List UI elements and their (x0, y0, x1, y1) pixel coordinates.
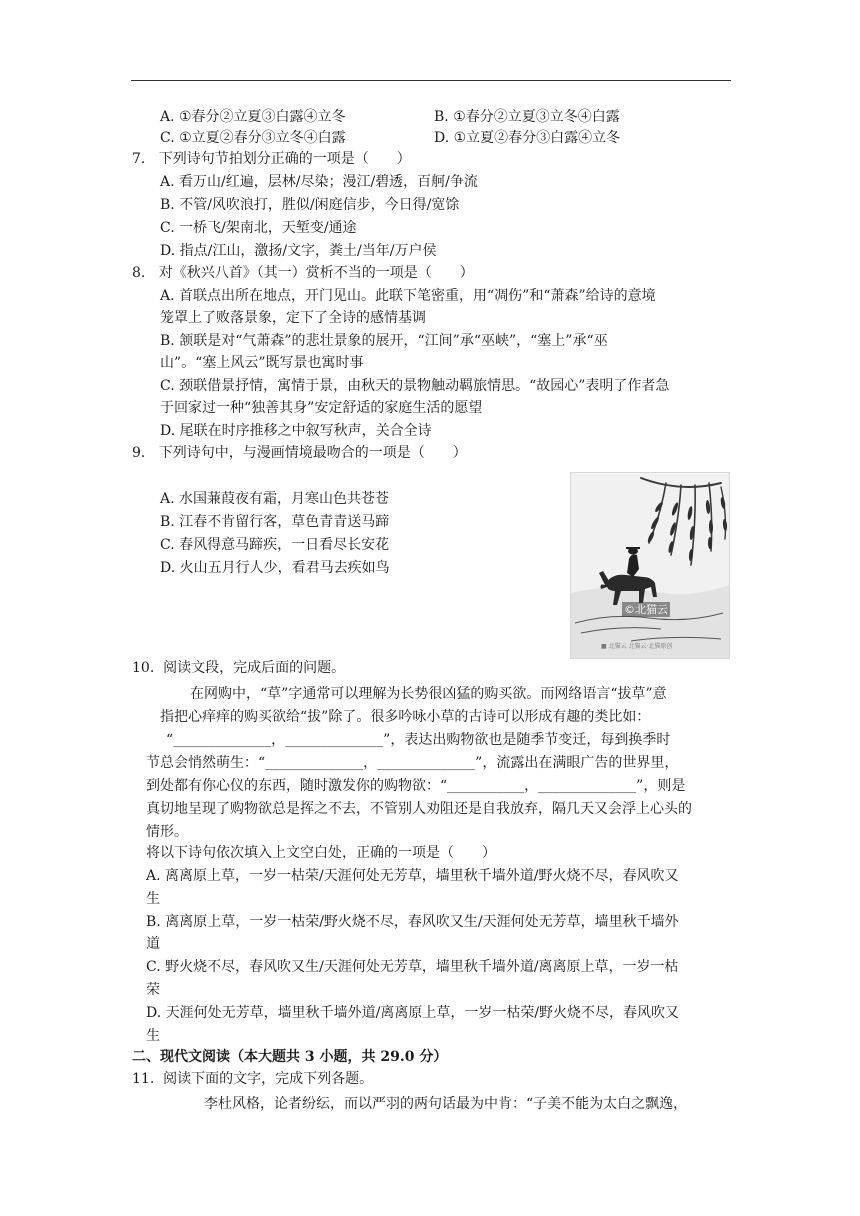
q8-option-a: A. 首联点出所在地点，开门见山。此联下笔密重，用“凋伤”和“萧森”给诗的意境 (160, 288, 656, 304)
q10-passage-line: 到处都有你心仪的东西，随时激发你的购物欲：“___________，______________”，则是 (146, 778, 686, 794)
q10-passage-line: 情形。 (146, 824, 188, 840)
section-heading: 二、现代文阅读（本大题共 3 小题，共 29.0 分） (132, 1049, 448, 1065)
q8-option-a-cont: 笼罩上了败落景象，定下了全诗的感情基调 (160, 310, 426, 326)
q8-option-c-cont: 于回家过一种“独善其身”安定舒适的家庭生活的愿望 (160, 400, 483, 416)
q10-option-b-cont: 道 (146, 936, 160, 952)
q9-option-d: D. 火山五月行人少，看君马去疾如鸟 (160, 560, 390, 576)
q8-stem: 8. 对《秋兴八首》（其一）赏析不当的一项是（ ） (132, 265, 474, 281)
q6-option-a: A. ①春分②立夏③白露④立冬 (160, 109, 346, 125)
q10-option-d-cont: 生 (146, 1028, 160, 1044)
q8-option-b: B. 颔联是对“气萧森”的悲壮景象的展开，“江间”承“巫峡”，“塞上”承“巫 (160, 333, 608, 349)
q8-option-b-cont: 山”。“塞上风云”既写景也寓时事 (160, 355, 364, 371)
q6-option-b: B. ①春分②立夏③立冬④白露 (434, 109, 620, 125)
q11-passage-line: 李杜风格，论者纷纭，而以严羽的两句话最为中肯：“子美不能为太白之飘逸， (204, 1096, 688, 1112)
q7-option-d: D. 指点/江山，激扬/文字，粪土/当年/万户侯 (160, 243, 437, 259)
q10-option-b: B. 离离原上草，一岁一枯荣/野火烧不尽，春风吹又生/天涯何处无芳草，墙里秋千墙外 (146, 914, 679, 930)
q10-option-a-cont: 生 (146, 891, 160, 907)
q10-passage-line: 节总会悄然萌生：“______________，______________”，流露出在满眼广告的世界里， (146, 755, 679, 771)
q10-passage-line: 真切地呈现了购物欲总是挥之不去，不管别人劝阻还是自我放弃，隔几天又会浮上心头的 (146, 801, 692, 817)
q8-option-c: C. 颈联借景抒情，寓情于景，由秋天的景物触动羁旅情思。“故园心”表明了作者急 (160, 378, 670, 394)
q7-option-a: A. 看万山/红遍，层林/尽染；漫江/碧透，百舸/争流 (160, 174, 478, 190)
header-rule (131, 80, 731, 81)
q10-stem: 10. 阅读文段，完成后面的问题。 (132, 660, 346, 676)
q10-option-a: A. 离离原上草，一岁一枯荣/天涯何处无芳草，墙里秋千墙外道/野火烧不尽，春风吹又 (146, 868, 679, 884)
q10-passage-line: 在网购中，“草”字通常可以理解为长势很凶猛的购买欲。而网络语言“拔草”意 (190, 686, 667, 702)
q9-option-c: C. 春风得意马蹄疾，一日看尽长安花 (160, 537, 390, 553)
q10-option-c-cont: 荣 (146, 982, 160, 998)
q10-question: 将以下诗句依次填入上文空白处，正确的一项是（ ） (146, 845, 496, 861)
q6-option-d: D. ①立夏②春分③白露④立冬 (434, 130, 621, 146)
image-credit: ■ 北猫云 北猫云·北猫原创 (601, 643, 673, 650)
q11-stem: 11. 阅读下面的文字，完成下列各题。 (132, 1071, 374, 1087)
cartoon-illustration (570, 472, 730, 659)
image-watermark: ©北猫云 (624, 603, 668, 616)
q6-option-c: C. ①立夏②春分③立冬④白露 (160, 130, 346, 146)
q7-stem: 7. 下列诗句节拍划分正确的一项是（ ） (132, 151, 411, 167)
q7-option-c: C. 一桥飞/架南北，天堑变/通途 (160, 220, 357, 236)
q10-option-d: D. 天涯何处无芳草，墙里秋千墙外道/离离原上草，一岁一枯荣/野火烧不尽，春风吹又 (146, 1005, 680, 1021)
q10-passage-line: 指把心痒痒的购买欲给“拔”除了。很多吟咏小草的古诗可以形成有趣的类比如： (160, 709, 651, 725)
q9-option-a: A. 水国蒹葭夜有霜，月寒山色共苍苍 (160, 491, 390, 507)
q10-passage-line: “______________，______________”，表达出购物欲也是随季节变迁，每到换季时 (166, 732, 671, 748)
horseman-willow-drawing (571, 473, 729, 658)
q8-option-d: D. 尾联在时序推移之中叙写秋声，关合全诗 (160, 423, 432, 439)
q10-option-c: C. 野火烧不尽，春风吹又生/天涯何处无芳草，墙里秋千墙外道/离离原上草，一岁一枯 (146, 959, 679, 975)
q7-option-b: B. 不管/风吹浪打，胜似/闲庭信步，今日得/宽馀 (160, 197, 460, 213)
q9-option-b: B. 江春不肯留行客，草色青青送马蹄 (160, 514, 390, 530)
q9-stem: 9. 下列诗句中，与漫画情境最吻合的一项是（ ） (132, 445, 467, 461)
